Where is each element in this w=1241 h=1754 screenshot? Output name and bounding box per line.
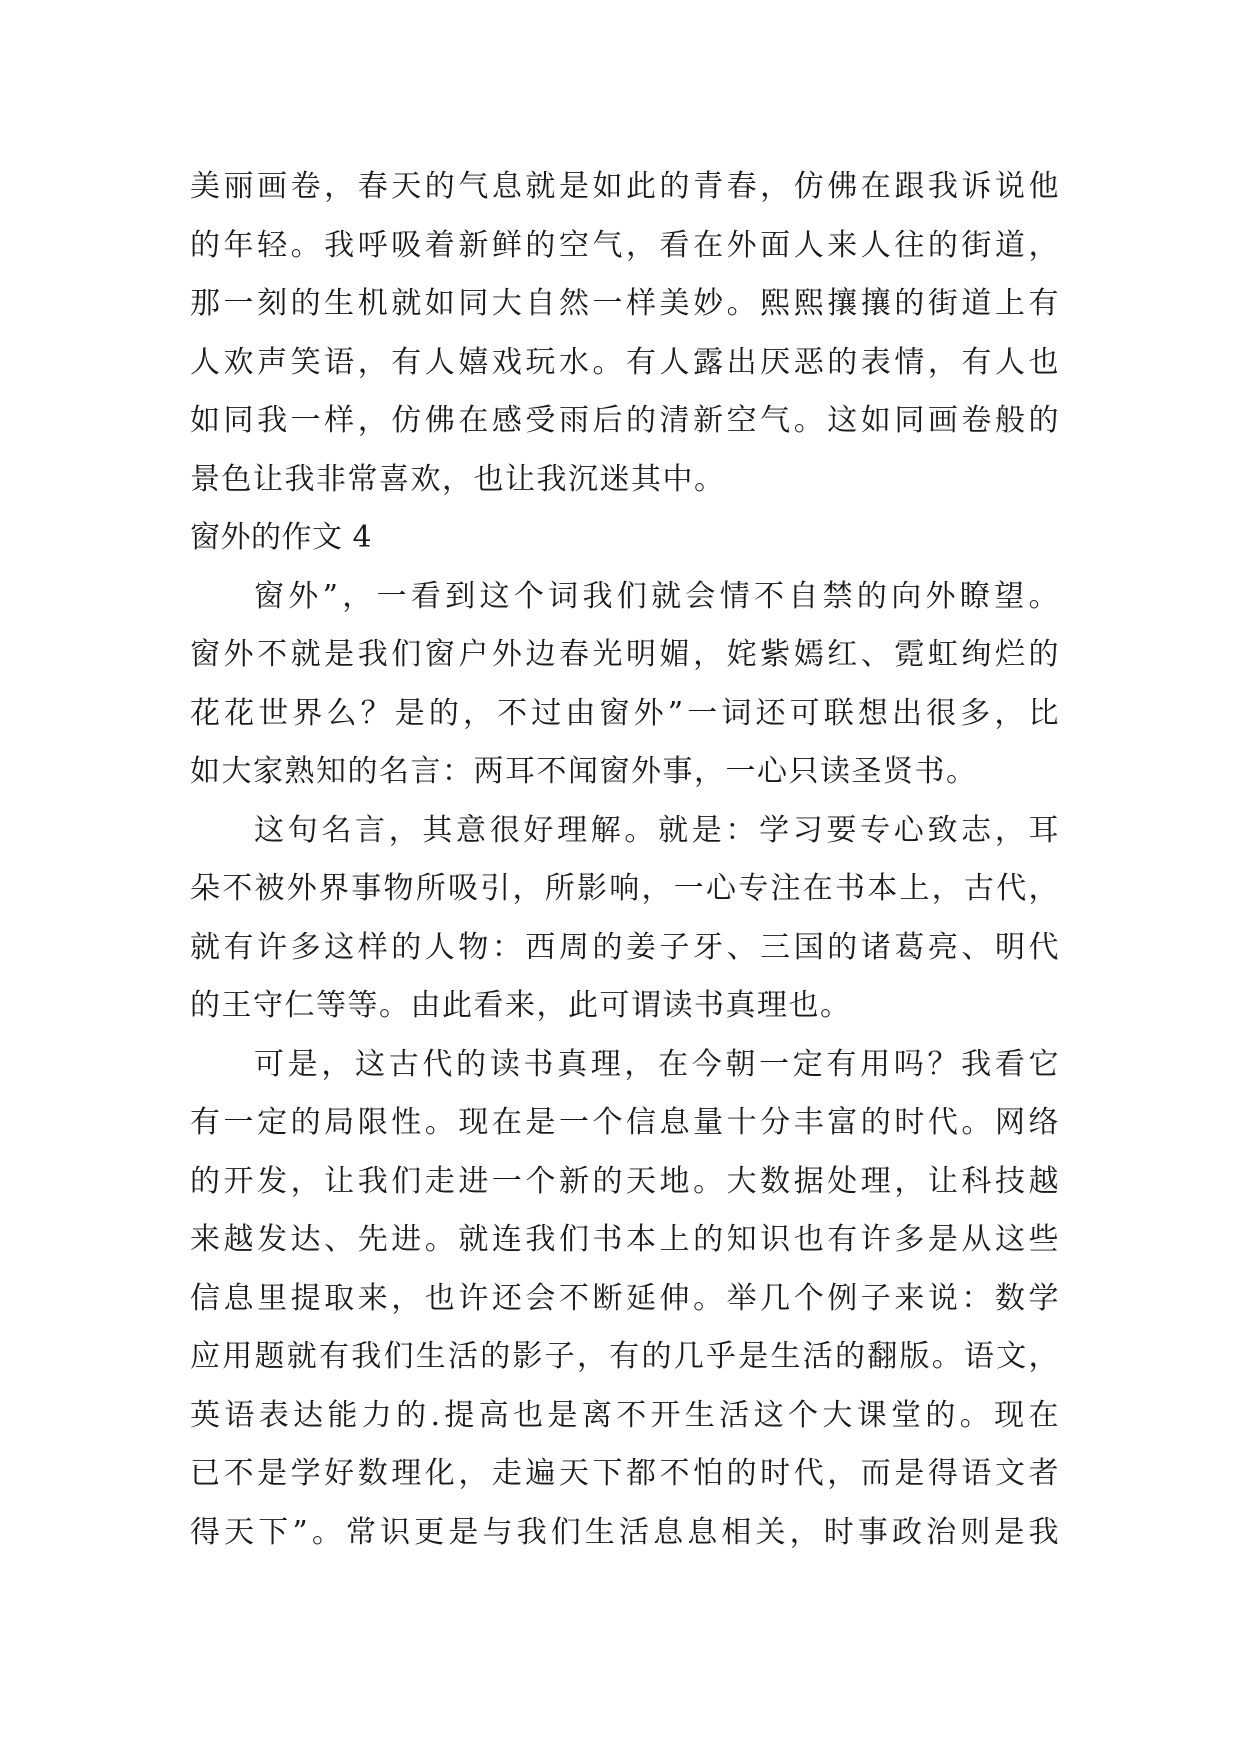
text-line: 那一刻的生机就如同大自然一样美妙。熙熙攘攘的街道上有: [190, 286, 1060, 321]
text-line: 的年轻。我呼吸着新鲜的空气，看在外面人来人往的街道，: [190, 227, 1060, 263]
text-line: 有一定的局限性。现在是一个信息量十分丰富的时代。网络: [190, 1105, 1060, 1140]
text-line: 景色让我非常喜欢，也让我沉迷其中。: [190, 461, 726, 497]
text-line: 来越发达、先进。就连我们书本上的知识也有许多是从这些: [190, 1222, 1060, 1257]
text-line: 应用题就有我们生活的影子，有的几乎是生活的翻版。语文，: [190, 1339, 1060, 1374]
paragraph-first-line: 窗外”，一看到这个词我们就会情不自禁的向外瞭望。: [254, 578, 1060, 614]
paragraph-first-line: 这句名言，其意很好理解。就是：学习要专心致志，耳: [254, 812, 1060, 848]
text-line: 如大家熟知的名言：两耳不闻窗外事，一心只读圣贤书。: [190, 754, 978, 789]
text-line: 得天下”。常识更是与我们生活息息相关，时事政治则是我: [190, 1514, 1060, 1550]
text-line: 的开发，让我们走进一个新的天地。大数据处理，让科技越: [190, 1163, 1060, 1199]
text-line: 朵不被外界事物所吸引，所影响，一心专注在书本上，古代，: [190, 871, 1060, 906]
text-line: 就有许多这样的人物：西周的姜子牙、三国的诸葛亮、明代: [190, 929, 1060, 965]
text-line: 花花世界么？是的，不过由窗外”一词还可联想出很多，比: [190, 695, 1060, 731]
document-body: [190, 158, 1060, 1562]
text-line: 英语表达能力的.提高也是离不开生活这个大课堂的。现在: [190, 1397, 1060, 1433]
text-line: 的王守仁等等。由此看来，此可谓读书真理也。: [190, 988, 852, 1023]
section-heading: 窗外的作文 4: [190, 520, 373, 555]
text-line: 窗外不就是我们窗户外边春光明媚，姹紫嫣红、霓虹绚烂的: [190, 637, 1060, 672]
text-line: 人欢声笑语，有人嬉戏玩水。有人露出厌恶的表情，有人也: [190, 344, 1060, 380]
paragraph-first-line: 可是，这古代的读书真理，在今朝一定有用吗？我看它: [254, 1046, 1060, 1082]
text-line: 信息里提取来，也许还会不断延伸。举几个例子来说：数学: [190, 1280, 1060, 1316]
text-line: 已不是学好数理化，走遍天下都不怕的时代，而是得语文者: [190, 1456, 1060, 1491]
text-line: 美丽画卷，春天的气息就是如此的青春，仿佛在跟我诉说他: [190, 169, 1060, 204]
text-line: 如同我一样，仿佛在感受雨后的清新空气。这如同画卷般的: [190, 403, 1060, 438]
